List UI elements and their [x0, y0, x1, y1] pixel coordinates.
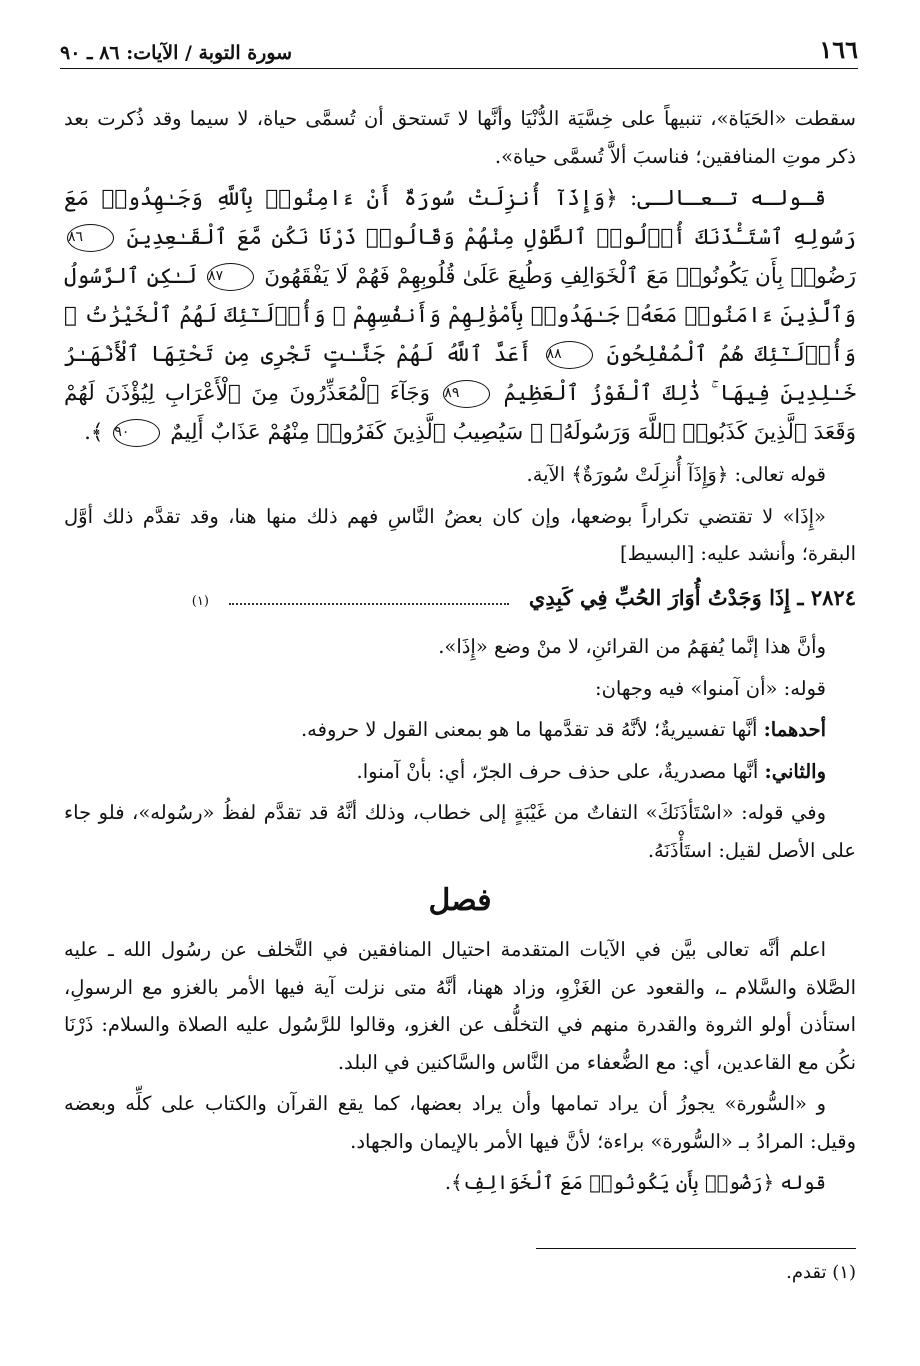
paragraph-9: وفي قوله: «اسْتَأذَنَكَ» التفاتٌ من غَيْبَةٍ إلى خطاب، وذلك أنَّهُ قد تقدَّم لفظُ «رسُوله»، فلو جاء على الأصل لقيل: استَأْذَنَهُ.: [64, 801, 856, 862]
footnote-divider: [536, 1248, 856, 1249]
poem-footnote-ref: (١): [191, 593, 209, 609]
paragraph-4: «إِذَا» لا تقتضي تكراراً بوضعها، وإن كان بعضُ النَّاسِ فهم ذلك منها هنا، وقد تقدَّم ذلك أوَّل البقرة؛ وأنشد عليه: [البسيط]: [64, 504, 856, 565]
page-header: [60, 28, 858, 69]
poem-text: ٢٨٢٤ ـ إِذَا وَجَدْتُ أُوَارَ الحُبِّ فِي كَبِدِي: [528, 584, 856, 610]
poem-dots: [229, 589, 509, 605]
paragraph-8: [64, 753, 856, 791]
paragraph-11: و «السُّورة» يجوزُ أن يراد تمامها وأن يراد بعضها، كما يقع القرآن والكتاب على كلِّه وبعضه وقيل: المرادُ بـ «السُّورة» براءة؛ لأنَّ فيها الأمر بالإيمان والجهاد.: [64, 1092, 856, 1153]
paragraph-12: قوله ﴿رَضُوا۟ بِأَن يَكُونُوا۟ مَعَ ٱلْخَوَالِفِ﴾.: [444, 1171, 826, 1194]
second-view-text: أنَّها مصدريةٌ، على حذف حرف الجرّ، أي: بأنْ آمنوا.: [356, 759, 759, 783]
paragraph-1: سقطت «الحَيَاة»، تنبيهاً على خِسَّيَة الدُّنْيَا وأنَّها لا تَستحق أن تُسمَّى حياة، لا سيما وقد ذُكرت بعد ذكر موتِ المنافقين؛ فناسبَ ألاَّ تُسمَّى حياة».: [64, 107, 856, 168]
verse-text-e: وَجَآءَ ٱلْمُعَذِّرُونَ مِنَ ٱلْأَعْرَابِ لِيُؤْذَنَ لَهُمْ وَقَعَدَ ٱلَّذِينَ كَذَبُوا۟ ٱللَّهَ وَرَسُولَهُۥ ۚ سَيُصِيبُ ٱلَّذِينَ كَفَرُوا۟ مِنْهُمْ عَذَابٌ أَلِيمٌ: [64, 381, 856, 445]
paragraph-10: اعلم أنَّه تعالى بيَّن في الآيات المتقدمة احتيال المنافقين في التَّخلف عن رسُول الله ـ عليه الصَّلاة والسَّلام ـ، والقعود عن الغَزْوِ، وزاد ههنا، أنَّهُ متى نزلت آية فيها الأمر بالغزو مع الرسولِ، استأذن أولو الثروة والقدرة منهم في التخلُّف عن الغزو، وقالوا للرَّسُول عليه الصلاة والسلام: ذَرْنَا نكُن مع القاعدين، أي: مع الضُّعفاء من النَّاس والسَّاكنين في البلد.: [64, 938, 856, 1074]
first-view-text: أنَّها تفسيريةٌ؛ لأنَّهُ قد تقدَّمها ما هو بمعنى القول لا حروفه.: [300, 718, 758, 741]
first-view-label: أحدهما:: [763, 718, 826, 741]
verse-block: [64, 179, 856, 452]
verse-close: ﴾.: [84, 420, 104, 445]
poem-line: [64, 579, 856, 621]
paragraph-6: قوله: «أن آمنوا» فيه وجهان:: [595, 676, 826, 700]
section-heading: فصل: [428, 883, 492, 918]
paragraph-3: قوله تعالى: ﴿وَإِذَآ أُنزِلَتْ سُورَةٌ﴾ الآية.: [526, 463, 826, 486]
paragraph-7: [64, 711, 856, 749]
page-number: ١٦٦: [819, 35, 858, 64]
verse-number-89: ٨٩: [443, 380, 490, 408]
verse-number-88: ٨٨: [546, 341, 593, 369]
verse-text-a: ﴿وَإِذَآ أُنزِلَتْ سُورَةٌ أَنْ ءَامِنُوا۟ بِٱللَّهِ وَجَـٰهِدُوا۟ مَعَ رَسُولِهِ ٱسْتَـْٔذَنَكَ أُو۟لُوا۟ ٱلطَّوْلِ مِنْهُمْ وَقَالُوا۟ ذَرْنَا نَكُن مَّعَ ٱلْقَـٰعِدِينَ: [64, 186, 856, 250]
running-title: سورة التوبة / الآيات: ٨٦ ـ ٩٠: [60, 42, 293, 64]
verse-text-d: أَعَدَّ ٱللَّهُ لَهُمْ جَنَّـٰتٍ تَجْرِى مِن تَحْتِهَا ٱلْأَنْهَـٰرُ خَـٰلِدِينَ فِيهَا ۚ ذَٰلِكَ ٱلْفَوْزُ ٱلْعَظِيمُ: [64, 342, 856, 406]
footnote: (١) تقدم.: [786, 1262, 856, 1283]
paragraph-5: وأنَّ هذا إنَّما يُفهَمُ من القرائنِ، لا منْ وضع «إِذَا».: [438, 635, 826, 658]
verse-intro: قـولـه تـعـالـى:: [630, 186, 826, 211]
verse-number-90: ٩٠: [113, 419, 160, 447]
verse-number-87: ٨٧: [207, 263, 254, 291]
page-body: [64, 100, 856, 1206]
verse-text-b: رَضُوا۟ بِأَن يَكُونُوا۟ مَعَ ٱلْخَوَالِفِ وَطُبِعَ عَلَىٰ قُلُوبِهِمْ فَهُمْ لَا يَفْقَهُونَ: [264, 264, 857, 289]
second-view-label: والثاني:: [764, 759, 826, 783]
verse-text-c: لَـٰكِنِ ٱلرَّسُولُ وَٱلَّذِينَ ءَامَنُوا۟ مَعَهُۥ جَـٰهَدُوا۟ بِأَمْوَٰلِهِمْ وَأَنفُسِهِمْ ۚ وَأُو۟لَـٰٓئِكَ لَهُمُ ٱلْخَيْرَٰتُ ۖ وَأُو۟لَـٰٓئِكَ هُمُ ٱلْمُفْلِحُونَ: [64, 264, 856, 367]
verse-number-86: ٨٦: [67, 224, 114, 252]
